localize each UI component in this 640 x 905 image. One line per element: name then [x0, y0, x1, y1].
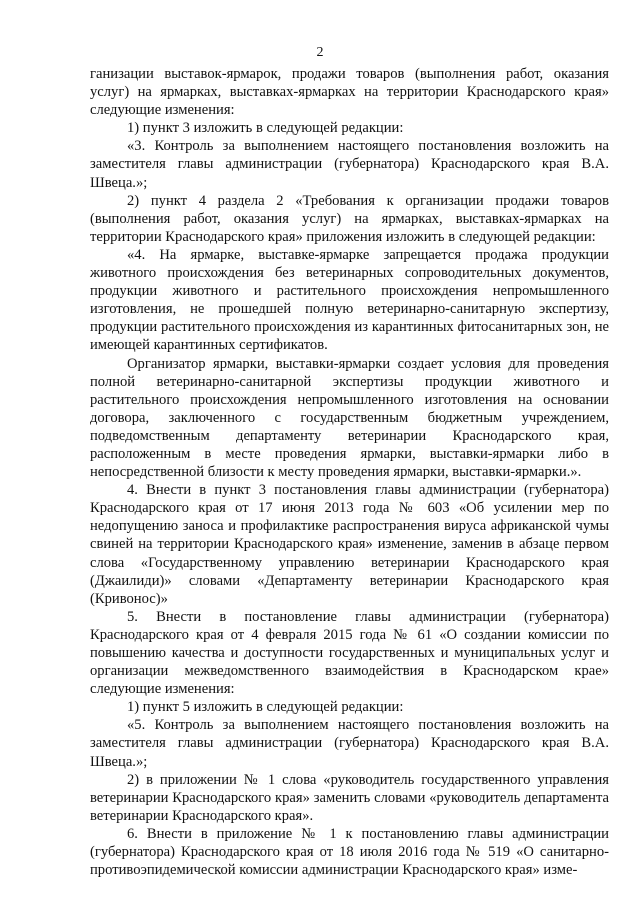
paragraph: «4. На ярмарке, выставке-ярмарке запрещается продажа продукции животного происхождения без ветеринарных сопроводительных документов, продукции животного и растительного происхождения непромышленного изготовления, не прошедшей полную ветеринарно-санитарную экспертизу, продукции растительного происхождения из карантинных фитосанитарных зон, не имеющей карантинных сертификатов.: [90, 246, 609, 354]
paragraph: ганизации выставок-ярмарок, продажи товаров (выполнения работ, оказания услуг) на ярмарках, выставках-ярмарках на территории Краснодарского края» следующие изменения:: [90, 66, 609, 119]
paragraph: 5. Внести в постановление главы администрации (губернатора) Краснодарского края от 4 февраля 2015 года № 61 «О создании комиссии по повышению качества и доступности государственных и муниципальных услуг и организации межведомственного взаимодействия в Краснодарском крае» следующие изменения:: [90, 608, 609, 698]
paragraph: 6. Внести в приложение № 1 к постановлению главы администрации (губернатора) Краснодарского края от 18 июля 2016 года № 519 «О санитарно-противоэпидемической комиссии администрации Краснодарского края» изме-: [90, 825, 609, 879]
paragraph: 2) пункт 4 раздела 2 «Требования к организации продажи товаров (выполнения работ, оказания услуг) на ярмарках, выставках-ярмарках на территории Краснодарского края» приложения изложить в следующей редакции:: [90, 192, 609, 245]
paragraph: 2) в приложении № 1 слова «руководитель государственного управления ветеринарии Краснодарского края» заменить словами «руководитель департамента ветеринарии Краснодарского края».: [90, 771, 609, 824]
document-body: [90, 65, 609, 879]
paragraph: Организатор ярмарки, выставки-ярмарки создает условия для проведения полной ветеринарно-санитарной экспертизы продукции животного и растительного происхождения непромышленного изготовления на основании договора, заключенного с государственным бюджетным учреждением, подведомственным департаменту ветеринарии Краснодарского края, расположенным в месте проведения ярмарки, выставки-ярмарки либо в непосредственной близости к месту проведения ярмарки, выставки-ярмарки.».: [90, 355, 609, 481]
paragraph: 4. Внести в пункт 3 постановления главы администрации (губернатора) Краснодарского края от 17 июня 2013 года № 603 «Об усилении мер по недопущению заноса и профилактике распространения вируса африканской чумы свиней на территории Краснодарского края» изменение, заменив в абзаце первом слова «Государственному управлению ветеринарии Краснодарского края (Джаилиди)» словами «Департаменту ветеринарии Краснодарского края (Кривонос)»: [90, 482, 609, 607]
paragraph: «5. Контроль за выполнением настоящего постановления возложить на заместителя главы администрации (губернатора) Краснодарского края В.А. Швеца.»;: [90, 717, 609, 770]
paragraph: 1) пункт 3 изложить в следующей редакции:: [127, 120, 404, 137]
page-number: 2: [316, 45, 324, 60]
paragraph: «3. Контроль за выполнением настоящего постановления возложить на заместителя главы администрации (губернатора) Краснодарского края В.А. Швеца.»;: [90, 138, 609, 191]
paragraph: 1) пункт 5 изложить в следующей редакции:: [127, 699, 404, 716]
